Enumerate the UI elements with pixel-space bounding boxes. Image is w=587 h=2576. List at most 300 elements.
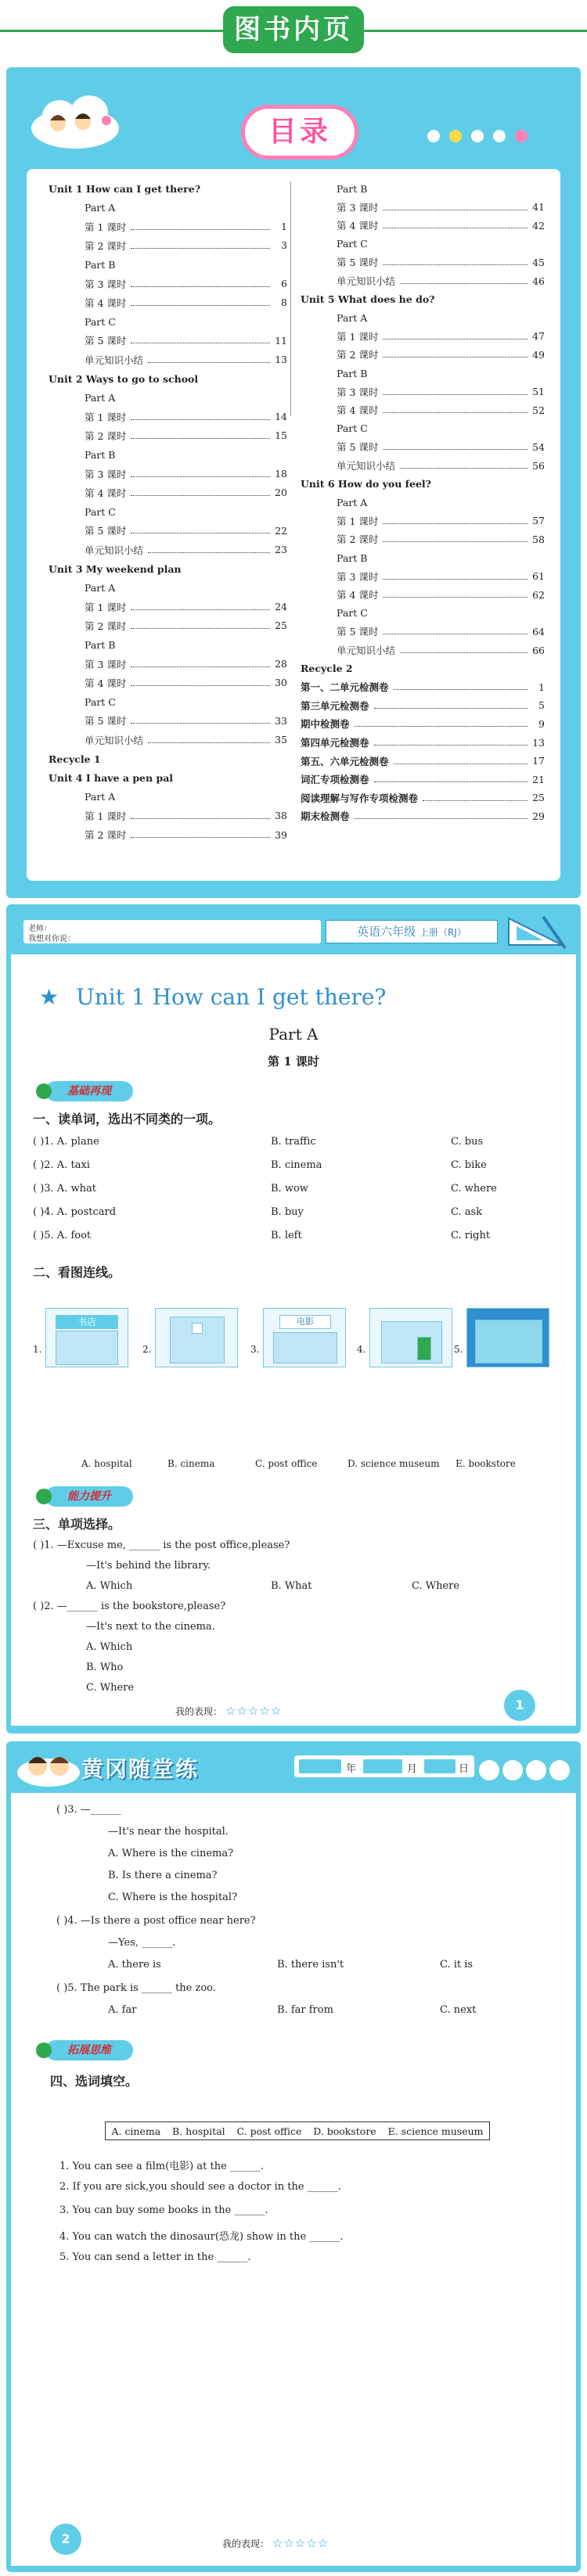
word-bank-item: C. post office (236, 2125, 302, 2137)
leader-dots (131, 433, 270, 439)
contents-entry-label: 第四单元检测卷 (301, 737, 369, 749)
section-4-title: 四、选词填空。 (50, 2074, 139, 2089)
contents-entry-label: 第 4 课时 (337, 589, 379, 602)
contents-entry (85, 218, 287, 235)
contents-entry-label: Unit 3 My weekend plan (49, 562, 182, 575)
date-field (294, 1755, 474, 1777)
option: A. there is (108, 1959, 161, 1971)
question-1-reply (33, 1560, 565, 1577)
fill-item (33, 2181, 565, 2198)
contents-page-number: 23 (275, 544, 287, 556)
contents-entry (85, 598, 287, 616)
unit-heading (39, 984, 386, 1010)
contents-entry-label: Recycle 1 (49, 753, 101, 765)
contents-part-label (85, 199, 319, 216)
contents-page-number: 25 (275, 620, 287, 632)
match-option: E. bookstore (456, 1458, 516, 1469)
year-blank[interactable] (299, 1759, 341, 1773)
contents-entry-label: 第 3 课时 (337, 570, 379, 583)
contents-page-number: 58 (532, 533, 545, 545)
page-banner (0, 0, 587, 61)
book-title (326, 920, 498, 943)
contents-entry-label: 第 5 课时 (337, 441, 379, 454)
leader-dots (394, 684, 528, 690)
post-office-picture (369, 1308, 452, 1367)
hospital-picture (155, 1308, 238, 1367)
section-1-question (33, 1183, 565, 1200)
self-rating (222, 2536, 329, 2550)
contents-page-number: 51 (532, 386, 545, 398)
contents-entry (85, 807, 287, 825)
contents-page-number: 62 (532, 588, 545, 601)
lesson-title: 第 1 课时 (268, 1054, 319, 1069)
contents-page-number: 45 (532, 256, 545, 268)
option: C. it is (440, 1959, 474, 1971)
contents-page-number: 49 (532, 348, 545, 361)
contents-entry-label: 第 3 课时 (85, 468, 127, 480)
fill-item (33, 2157, 565, 2175)
year-label: 年 (346, 1763, 357, 1775)
contents-entry-label: Unit 5 What does he do? (301, 293, 435, 306)
contents-page-number: 46 (532, 275, 545, 287)
leader-dots (400, 647, 528, 653)
match-option: A. hospital (81, 1458, 132, 1469)
contents-entry-label: 第 2 课时 (337, 349, 379, 361)
question-text: ( )2. —______ is the bookstore,please? (33, 1601, 226, 1612)
question-1-options (33, 1580, 565, 1597)
leader-dots (131, 813, 270, 819)
contents-part-label (337, 365, 571, 382)
contents-page-number: 54 (532, 440, 545, 453)
contents-entry (337, 401, 545, 419)
contents-page-number: 13 (532, 736, 545, 749)
contents-entry (85, 465, 287, 483)
leader-dots (131, 414, 270, 420)
contents-entry (301, 807, 545, 825)
contents-page-number: 1 (538, 681, 545, 693)
contents-entry-label: Unit 2 Ways to go to school (49, 372, 199, 385)
rain-dot-icon (471, 130, 484, 142)
question-text: ( )4. —Is there a post office near here? (56, 1915, 256, 1927)
contents-entry (301, 715, 545, 732)
contents-page-number: 35 (275, 734, 287, 746)
rating-stars-icon: ☆☆☆☆☆ (272, 2536, 330, 2550)
contents-unit-heading (49, 180, 283, 197)
question-3-option-a (33, 1848, 565, 1865)
contents-entry-label: 第 1 课时 (85, 601, 127, 613)
kids-logo-icon (16, 1748, 81, 1787)
leader-dots (131, 604, 270, 610)
leader-dots (383, 444, 528, 450)
contents-page-number: 30 (275, 677, 287, 689)
reply-text: —It's next to the cinema. (86, 1621, 215, 1633)
contents-entry-label: 第 3 课时 (337, 201, 379, 214)
book-edition: 上册（RJ） (419, 927, 466, 938)
contents-entry-label: 单元知识小结 (337, 460, 396, 472)
contents-title: 目录 (241, 105, 358, 160)
rating-stars-icon: ☆☆☆☆☆ (225, 1704, 283, 1718)
contents-entry-label: 第 5 课时 (337, 626, 379, 638)
question-option-a: ( )2. A. taxi (33, 1159, 90, 1171)
question-2-option-c (33, 1682, 565, 1699)
leader-dots (383, 204, 528, 210)
picture-number: 1. (33, 1344, 42, 1355)
contents-entry-label: 单元知识小结 (85, 354, 144, 366)
leader-dots (400, 278, 528, 284)
question-option-a: ( )5. A. foot (33, 1230, 92, 1241)
brand-logo (16, 1748, 211, 1787)
option: C. next (440, 2004, 477, 2016)
option: A. Which (86, 1641, 133, 1653)
contents-page-number: 18 (275, 468, 287, 480)
contents-entry-label: 第 4 课时 (337, 220, 379, 232)
contents-unit-heading (301, 660, 535, 677)
page-number: 1 (504, 1690, 535, 1721)
contents-entry (337, 253, 545, 271)
contents-page-number: 64 (532, 625, 545, 638)
word-bank-item: D. bookstore (313, 2125, 376, 2137)
wind-dot-icon (515, 130, 528, 142)
contents-entry (85, 427, 287, 444)
contents-page-number: 6 (281, 278, 287, 289)
ruler-triangle-icon (504, 914, 567, 950)
contents-page-number: 15 (275, 429, 287, 442)
option: C. Where (412, 1580, 460, 1592)
reply-text: —Yes, ______. (108, 1937, 176, 1949)
worksheet-sheet-2 (11, 1793, 576, 2566)
sun-dot-icon (427, 130, 440, 142)
contents-entry (85, 408, 287, 426)
contents-entry-label: Part A (337, 496, 368, 508)
leader-dots (131, 281, 270, 287)
mailbox-icon (417, 1337, 431, 1360)
book-title-text: 英语六年级 (357, 925, 416, 939)
contents-entry-label: 阅读理解与写作专项检测卷 (301, 792, 419, 804)
contents-entry-label: Part C (337, 238, 368, 250)
contents-part-label (337, 309, 571, 326)
contents-part-label (337, 420, 571, 437)
cinema-sign: 电影 (279, 1315, 331, 1329)
bookstore-sign: 书店 (56, 1315, 118, 1329)
contents-entry-label: Part B (85, 638, 116, 651)
leader-dots (131, 471, 270, 477)
leader-dots (374, 776, 528, 782)
question-text: ( )3. —______ (56, 1804, 121, 1816)
brand-text (81, 1752, 199, 1784)
part-title: Part A (268, 1025, 319, 1044)
reply-text: —It's near the hospital. (108, 1826, 229, 1838)
leader-dots (131, 490, 270, 496)
contents-page-number: 42 (532, 219, 545, 232)
contents-part-label (337, 494, 571, 511)
leader-dots (148, 547, 270, 553)
fill-text: 1. You can see a film(电影) at the ______. (59, 2161, 265, 2172)
cloud-dot-icon (449, 130, 462, 142)
contents-part-label (85, 503, 319, 520)
question-option-b: B. traffic (271, 1136, 316, 1148)
question-3-option-c (33, 1892, 565, 1909)
word-bank-box (105, 2122, 490, 2140)
contents-entry-label: Unit 4 I have a pen pal (49, 771, 174, 784)
question-option-c: C. bike (451, 1159, 487, 1171)
contents-entry (301, 678, 545, 695)
question-2 (33, 1601, 565, 1618)
question-2-reply (33, 1621, 565, 1638)
post-office-building (381, 1321, 442, 1363)
leader-dots (383, 573, 528, 580)
question-1 (33, 1539, 565, 1557)
contents-part-label (85, 313, 319, 330)
contents-sheet (27, 169, 560, 881)
tag-thinking: 拓展思维 (45, 2040, 133, 2060)
contents-page-number: 25 (532, 792, 545, 804)
section-1-title: 一、读单词，选出不同类的一项。 (33, 1112, 221, 1126)
leader-dots (423, 795, 528, 801)
contents-entry-label: 第 4 课时 (85, 296, 127, 309)
contents-part-label (85, 789, 319, 806)
contents-entry (85, 674, 287, 692)
contents-page-number: 3 (281, 239, 287, 252)
leader-dots (131, 661, 270, 667)
self-rating-label: 我的表现： (175, 1706, 223, 1717)
section-1-question (33, 1136, 565, 1153)
contents-page-number: 28 (275, 658, 287, 670)
rain-icon (526, 1760, 546, 1780)
banner-title: 图书内页 (223, 6, 364, 53)
contents-entry-label: 第 3 课时 (85, 658, 127, 670)
contents-entry-label: Part C (337, 422, 368, 435)
contents-entry (85, 484, 287, 501)
match-option: D. science museum (348, 1458, 440, 1469)
contents-entry (85, 275, 287, 293)
leader-dots (148, 737, 270, 743)
question-option-b: B. buy (271, 1206, 304, 1218)
month-blank[interactable] (363, 1759, 402, 1773)
contents-entry (337, 457, 545, 474)
contents-page-number: 8 (281, 296, 287, 309)
contents-entry-label: 第一、二单元检测卷 (301, 681, 389, 694)
contents-page-number: 9 (538, 717, 545, 730)
contents-entry-label: Part B (85, 448, 116, 461)
leader-dots (131, 337, 270, 343)
contents-entry-label: Part A (337, 311, 368, 324)
contents-entry-label: Part B (337, 551, 368, 564)
question-3-reply (33, 1826, 565, 1843)
contents-entry (337, 217, 545, 234)
unit-title: Unit 1 How can I get there? (76, 984, 387, 1010)
word-bank-item: B. hospital (172, 2125, 225, 2137)
question-option-c: C. ask (451, 1206, 483, 1218)
fill-text: 2. If you are sick,you should see a doctor in the ______. (59, 2181, 341, 2193)
contents-entry-label: Part B (337, 182, 368, 195)
contents-page-number: 5 (538, 699, 545, 712)
leader-dots (131, 717, 270, 724)
section-1-question (33, 1159, 565, 1177)
contents-page-number: 21 (532, 773, 545, 785)
contents-header (6, 67, 581, 167)
section-1-question (33, 1206, 565, 1223)
day-blank[interactable] (424, 1759, 456, 1773)
question-option-a: ( )3. A. what (33, 1183, 96, 1195)
contents-entry (85, 617, 287, 634)
star-icon: ★ (39, 984, 59, 1010)
fill-item (33, 2204, 565, 2222)
section-3-title: 三、单项选择。 (33, 1517, 121, 1532)
leader-dots (131, 832, 270, 838)
contents-entry-label: 第 2 课时 (85, 239, 127, 252)
page-number: 2 (50, 2524, 81, 2555)
question-5-options (33, 2004, 565, 2021)
contents-entry-label: Unit 6 How do you feel? (301, 478, 431, 490)
contents-entry-label: 第 2 课时 (337, 534, 379, 546)
contents-page-number: 61 (532, 570, 545, 583)
cross-icon (192, 1323, 203, 1334)
bookstore-picture (45, 1308, 128, 1367)
cinema-picture (263, 1308, 346, 1367)
option: A. far (108, 2004, 137, 2016)
leader-dots (383, 591, 528, 598)
reply-text: —It's behind the library. (86, 1560, 211, 1572)
contents-entry-label: 第 4 课时 (337, 404, 379, 417)
contents-entry (337, 641, 545, 659)
question-option-b: B. left (271, 1230, 302, 1241)
contents-entry-label: 第 4 课时 (85, 487, 127, 499)
worksheet-page-1 (6, 904, 581, 1734)
contents-entry-label: Part B (85, 258, 116, 271)
contents-entry-label: 单元知识小结 (337, 275, 396, 287)
leader-dots (374, 702, 528, 709)
contents-entry-label: 期中检测卷 (301, 718, 350, 731)
contents-part-label (85, 636, 319, 653)
option: B. What (271, 1580, 312, 1592)
leader-dots (355, 720, 528, 727)
contents-entry (337, 199, 545, 216)
contents-page-number: 13 (275, 354, 287, 366)
contents-unit-heading (49, 560, 283, 577)
contents-entry-label: 单元知识小结 (85, 544, 144, 556)
leader-dots (131, 623, 270, 629)
tag-basic-review: 基础再现 (45, 1081, 133, 1101)
contents-page-number: 22 (275, 524, 287, 537)
leader-dots (131, 243, 270, 249)
brand-huanggang: 黄冈 (81, 1756, 129, 1782)
contents-entry (337, 328, 545, 345)
contents-entry-label: 第 1 课时 (337, 330, 379, 343)
contents-entry-label: 期末检测卷 (301, 810, 350, 823)
contents-entry-label: 单元知识小结 (337, 645, 396, 656)
contents-entry-label: Recycle 2 (301, 663, 353, 675)
contents-page-number: 20 (275, 487, 287, 499)
contents-entry (85, 294, 287, 311)
leader-dots (400, 462, 528, 469)
worksheet-header (11, 909, 576, 954)
fill-item (33, 2228, 565, 2245)
my-note-label: 我想对你说： (28, 935, 75, 943)
contents-entry-label: Unit 1 How can I get there? (49, 182, 201, 195)
question-3 (33, 1804, 565, 1821)
question-option-b: B. wow (271, 1183, 308, 1195)
kids-cloud-icon (28, 89, 122, 152)
self-rating-label: 我的表现： (222, 2538, 270, 2549)
contents-part-label (337, 549, 571, 566)
leader-dots (383, 351, 528, 357)
contents-unit-heading (301, 291, 535, 308)
contents-entry (85, 826, 287, 843)
contents-part-label (85, 256, 319, 273)
contents-entry (337, 623, 545, 640)
option: B. there isn't (277, 1959, 344, 1971)
question-5 (33, 1982, 565, 1999)
leader-dots (131, 527, 270, 534)
option: B. Is there a cinema? (108, 1870, 218, 1881)
question-2-option-b (33, 1662, 565, 1679)
contents-entry-label: 第 2 课时 (85, 620, 127, 632)
contents-entry-label: Part A (85, 581, 116, 594)
contents-entry (337, 438, 545, 455)
word-bank-item: E. science museum (387, 2125, 484, 2137)
contents-entry (85, 237, 287, 254)
snow-icon (549, 1760, 570, 1780)
brand-practice: 随堂练 (128, 1756, 200, 1782)
contents-part-label (337, 180, 571, 197)
contents-page-number: 17 (532, 755, 545, 767)
contents-entry-label: 第 5 课时 (85, 335, 127, 347)
contents-page-number: 66 (532, 644, 545, 656)
contents-page-number: 33 (275, 714, 287, 727)
contents-entry-label: 第 1 课时 (337, 515, 379, 527)
self-rating (175, 1704, 282, 1718)
month-label: 月 (407, 1763, 418, 1775)
contents-entry-label: 第 2 课时 (85, 429, 127, 442)
leader-dots (383, 536, 528, 542)
leader-dots (355, 813, 528, 819)
contents-entry (337, 346, 545, 363)
contents-divider (290, 181, 291, 416)
contents-part-label (85, 389, 319, 406)
question-option-a: ( )1. A. plane (33, 1136, 99, 1148)
contents-entry (85, 351, 287, 368)
contents-entry (301, 753, 545, 770)
question-text: ( )5. The park is ______ the zoo. (56, 1982, 216, 1994)
contents-page-number: 52 (532, 404, 545, 416)
leader-dots (131, 680, 270, 686)
contents-part-label (337, 235, 571, 253)
option: C. Where (86, 1682, 135, 1694)
contents-entry-label: Part C (337, 607, 368, 620)
leader-dots (383, 407, 528, 413)
museum-building (475, 1320, 542, 1363)
fill-text: 4. You can watch the dinosaur(恐龙) show in the ______. (59, 2231, 344, 2243)
contents-entry (85, 656, 287, 673)
bookstore-building (56, 1331, 118, 1365)
leader-dots (131, 300, 270, 306)
worksheet-sheet-1 (11, 909, 576, 1726)
leader-dots (383, 222, 528, 228)
cinema-building (273, 1332, 337, 1363)
contents-entry (337, 383, 545, 401)
leader-dots (383, 333, 528, 340)
leader-dots (148, 357, 270, 363)
contents-entry (337, 586, 545, 603)
contents-page (6, 67, 581, 898)
option: B. Who (86, 1662, 124, 1673)
contents-page-number: 56 (532, 459, 545, 472)
science-museum-picture (466, 1308, 549, 1367)
contents-entry (85, 332, 287, 349)
contents-entry-label: 第 4 课时 (85, 677, 127, 689)
question-option-c: C. right (451, 1230, 491, 1241)
question-option-c: C. where (451, 1183, 497, 1195)
